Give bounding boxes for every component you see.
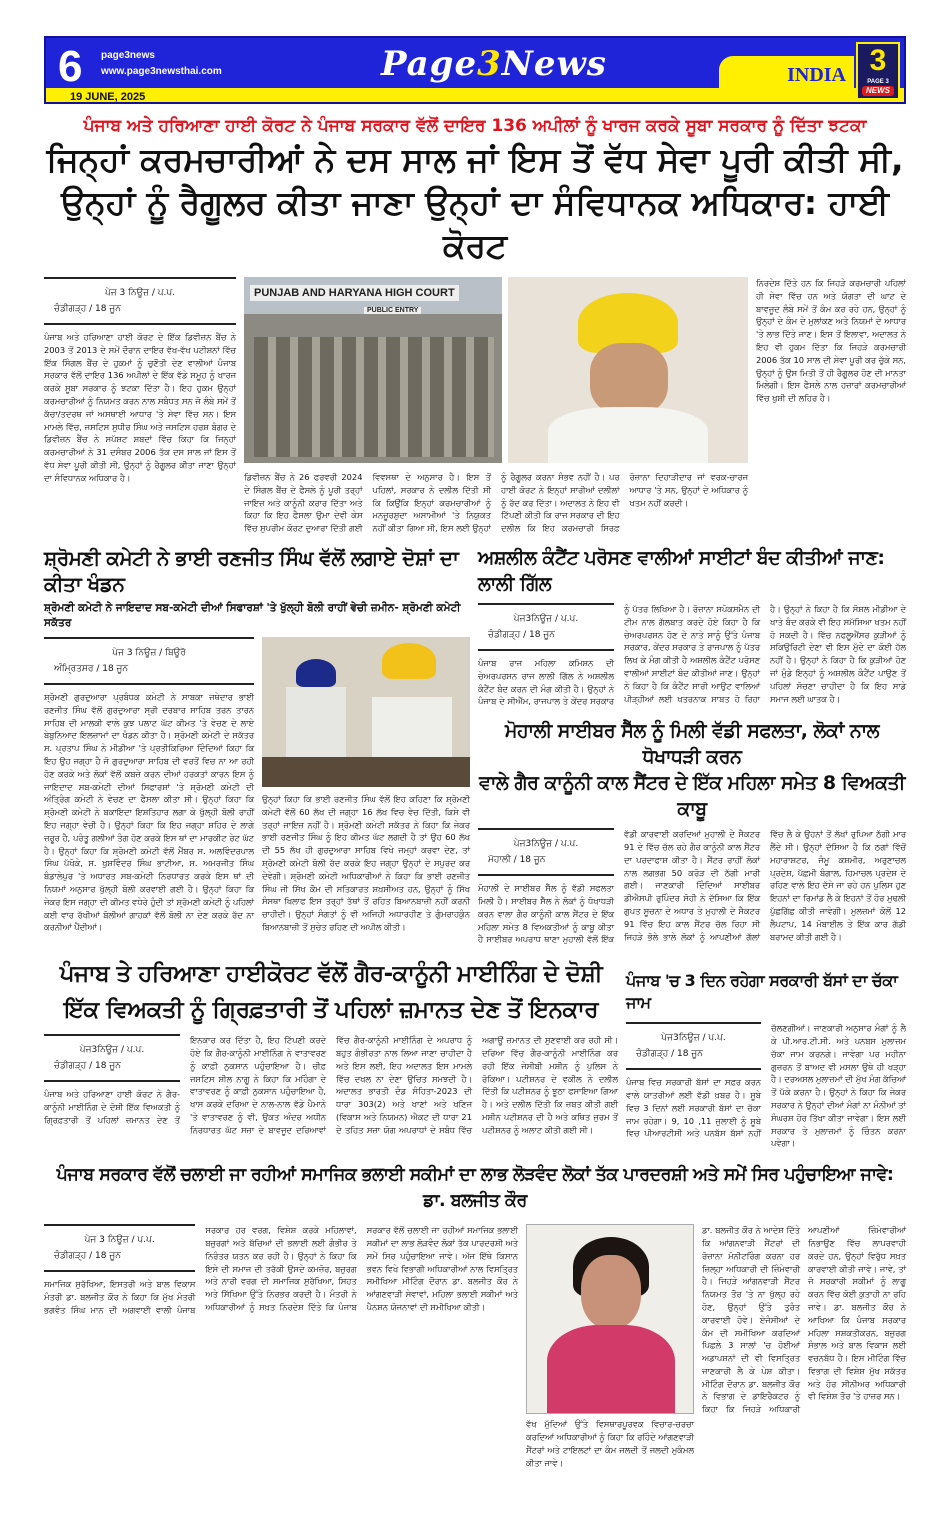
lead-story [44,277,906,535]
face [590,343,668,415]
court-building [254,337,494,457]
sgpc-right-column [262,637,470,934]
sgpc-left-column [44,637,254,934]
lead-kicker: ਪੰਜਾਬ ਅਤੇ ਹਰਿਆਣਾ ਹਾਈ ਕੋਰਟ ਨੇ ਪੰਜਾਬ ਸਰਕਾਰ ਵੱਲੋਂ ਦਾਇਰ 136 ਅਪੀਲਾਂ ਨੂੰ ਖਾਰਜ ਕਰਕੇ ਸੂਬਾ ਸਰਕਾਰ ਨੂੰ ਦਿੱਤਾ ਝਟਕਾ [83,116,867,136]
lead-body-left: ਪੰਜਾਬ ਅਤੇ ਹਰਿਆਣਾ ਹਾਈ ਕੋਰਟ ਦੇ ਇੱਕ ਡਿਵੀਜ਼ਨ ਬੈਂਚ ਨੇ 2003 ਤੋਂ 2013 ਦੇ ਸਮੇਂ ਦੌਰਾਨ ਦਾਇਰ ਵੱਖ-ਵੱਖ ਪਟੀਸ਼ਨਾਂ ਵਿੱਚ ਇੱਕ ਸਿੰਗਲ ਬੈਂਚ ਦੇ ਹੁਕਮਾਂ ਨੂੰ ਚੁਣੌਤੀ ਦੇਣ ਵਾਲੀਆਂ ਪੰਜਾਬ ਸਰਕਾਰ ਵੱਲੋਂ ਦਾਇਰ 136 ਅਪੀਲਾਂ ਦੇ ਇੱਕ ਵੱਡੇ ਸਮੂਹ ਨੂੰ ਖਾਰਜ ਕਰਕੇ ਸੂਬਾ ਸਰਕਾਰ ਨੂੰ ਝਟਕਾ ਦਿੱਤਾ ਹੈ। ਇਹ ਹੁਕਮ ਉਨ੍ਹਾਂ ਕਰਮਚਾਰੀਆਂ ਨੂੰ ਨਿਯਮਤ ਕਰਨ ਨਾਲ ਸਬੰਧਤ ਸਨ ਜੋ ਲੰਬੇ ਸਮੇਂ ਤੋਂ ਕੱਚਾ/ਤਦਰਥ ਜਾਂ ਅਸਥਾਈ ਆਧਾਰ 'ਤੇ ਸੇਵਾ ਵਿੱਚ ਸਨ। ਇਸ ਮਾਮਲੇ ਵਿੱਚ, ਜਸਟਿਸ ਸੁਧੀਰ ਸਿੰਘ ਅਤੇ ਜਸਟਿਸ ਹਰਸ਼ ਬੰਗਰ ਦੇ ਡਿਵੀਜ਼ਨ ਬੈਂਚ ਨੇ ਸਪੱਸ਼ਟ ਸ਼ਬਦਾਂ ਵਿੱਚ ਕਿਹਾ ਕਿ ਜਿਨ੍ਹਾਂ ਕਰਮਚਾਰੀਆਂ ਨੇ 31 ਦਸੰਬਰ 2006 ਤੱਕ ਦਸ ਸਾਲ ਜਾਂ ਇਸ ਤੋਂ ਵੱਧ ਸੇਵਾ ਪੂਰੀ ਕੀਤੀ ਸੀ, ਉਨ੍ਹਾਂ ਨੂੰ ਰੈਗੂਲਰ ਕੀਤਾ ਜਾਣਾ ਉਨ੍ਹਾਂ ਦਾ ਸੰਵਿਧਾਨਕ ਅਧਿਕਾਰ ਹੈ। [44,332,236,483]
social-handle: page3news [101,50,155,61]
sgpc-body-left: ਸ਼੍ਰੋਮਣੀ ਗੁਰਦੁਆਰਾ ਪ੍ਰਬੰਧਕ ਕਮੇਟੀ ਨੇ ਸਾਬਕਾ ਜਥੇਦਾਰ ਭਾਈ ਰਣਜੀਤ ਸਿੰਘ ਵੱਲੋਂ ਗੁਰਦੁਆਰਾ ਸ੍ਰੀ ਦਰਬਾਰ ਸਾਹਿਬ ਤਰਨ ਤਾਰਨ ਸਾਹਿਬ ਦੀ ਮਾਲਕੀ ਵਾਲੇ ਕੁਝ ਪਲਾਟ ਘੱਟ ਕੀਮਤ 'ਤੇ ਵੇਚਣ ਦੇ ਲਾਏ ਬੇਬੁਨਿਆਦ ਇਲਜ਼ਾਮਾਂ ਦਾ ਖੰਡਨ ਕੀਤਾ ਹੈ। ਸ਼੍ਰੋਮਣੀ ਕਮੇਟੀ ਦੇ ਸਕੱਤਰ ਸ. ਪ੍ਰਤਾਪ ਸਿੰਘ ਨੇ ਮੀਡੀਆ 'ਤੇ ਪ੍ਰਤੀਕਿਰਿਆ ਦਿੰਦਿਆਂ ਕਿਹਾ ਕਿ ਇਹ ਉਹ ਜਗ੍ਹਾ ਹੈ ਜੋ ਗੁਰਦੁਆਰਾ ਸਾਹਿਬ ਦੀ ਵਰਤੋਂ ਵਿਚ ਨਾ ਆ ਰਹੀ ਹੋਣ ਕਰਕੇ ਅਤੇ ਲੋਕਾਂ ਵੱਲੋਂ ਕਬਜ਼ੇ ਕਰਨ ਦੀਆਂ ਹਰਕਤਾਂ ਕਾਰਨ ਇਸ ਨੂੰ ਜਾਇਦਾਦ ਸਬ-ਕਮੇਟੀ ਦੀਆਂ ਸਿਫਾਰਸ਼ਾਂ 'ਤੇ ਸ਼੍ਰੋਮਣੀ ਕਮੇਟੀ ਦੀ ਅੰਤ੍ਰਿੰਗ ਕਮੇਟੀ ਨੇ ਵੇਚਣ ਦਾ ਫੈਸਲਾ ਕੀਤਾ ਸੀ। ਉਨ੍ਹਾਂ ਕਿਹਾ ਕਿ ਸ਼੍ਰੋਮਣੀ ਕਮੇਟੀ ਨੇ ਬਕਾਇਦਾ ਇਸ਼ਤਿਹਾਰ ਲਗਾ ਕੇ ਖੁੱਲ੍ਹੀ ਬੋਲੀ ਰਾਹੀਂ ਇਹ ਜਗ੍ਹਾ ਵੇਚੀ ਹੈ। ਉਨ੍ਹਾਂ ਕਿਹਾ ਕਿ ਇਹ ਜਗ੍ਹਾ ਸ਼ਹਿਰ ਦੇ ਲਾਗੇ ਜ਼ਰੂਰ ਹੈ, ਪਰੰਤੂ ਗਲੀਆਂ ਤੰਗ ਹੋਣ ਕਰਕੇ ਇਸ ਥਾਂ ਦਾ ਮਾਰਕੀਟ ਰੇਟ ਘੱਟ ਹੈ। ਉਨ੍ਹਾਂ ਕਿਹਾ ਕਿ ਸ਼੍ਰੋਮਣੀ ਕਮੇਟੀ ਵੱਲੋਂ ਮੈਂਬਰ ਸ. ਅਲਵਿੰਦਰਪਾਲ ਸਿੰਘ ਪੱਖੋਕੇ, ਸ. ਖੁਸ਼ਵਿੰਦਰ ਸਿੰਘ ਭਾਟੀਆ, ਸ. ਅਮਰਜੀਤ ਸਿੰਘ ਬੰਡਾਲੇਪੁਰ 'ਤੇ ਅਧਾਰਤ ਸਬ-ਕਮੇਟੀ ਨਿਰਧਾਰਤ ਕਰਕੇ ਇਸ ਥਾਂ ਦੀ ਨਿਯਮਾਂ ਅਨੁਸਾਰ ਖੁੱਲ੍ਹੀ ਬੋਲੀ ਕਰਵਾਈ ਗਈ ਹੈ। ਉਨ੍ਹਾਂ ਕਿਹਾ ਕਿ ਜੇਕਰ ਇਸ ਜਗ੍ਹਾ ਦੀ ਕੀਮਤ ਵਧੇਰੇ ਹੁੰਦੀ ਤਾਂ ਸ਼੍ਰੋਮਣੀ ਕਮੇਟੀ ਨੂੰ ਪਹਿਲਾਂ ਕਈ ਵਾਰ ਰੱਖੀਆਂ ਬੋਲੀਆਂ ਗਾਹਕਾਂ ਵੱਲੋਂ ਬੋਲੀ ਨਾ ਦੇਣ ਕਰਕੇ ਰੱਦ ਨਾ ਕਰਨੀਆਂ ਪੈਂਦੀਆਂ। [44,691,254,933]
obscene-byline [478,603,614,651]
pink-dupatta [547,1325,675,1414]
sgpc-press-photo [262,637,470,787]
edition-label: INDIA [787,64,846,86]
obscene-headline: ਅਸ਼ਲੀਲ ਕੰਟੈਂਟ ਪਰੋਸਣ ਵਾਲੀਆਂ ਸਾਈਟਾਂ ਬੰਦ ਕੀਤੀਆਂ ਜਾਣ: ਲਾਲੀ ਗਿੱਲ [478,546,885,595]
mining-headline-line1: ਪੰਜਾਬ ਤੇ ਹਰਿਆਣਾ ਹਾਈਕੋਰਟ ਵੱਲੋਂ ਗੈਰ-ਕਾਨੂੰਨੀ ਮਾਈਨਿੰਗ ਦੇ ਦੋਸ਼ੀ [59,961,603,988]
sgpc-headline: ਸ਼੍ਰੋਮਣੀ ਕਮੇਟੀ ਨੇ ਭਾਈ ਰਣਜੀਤ ਸਿੰਘ ਵੱਲੋਂ ਲਗਾਏ ਦੋਸ਼ਾਂ ਦਾ ਕੀਤਾ ਖੰਡਨ [44,545,459,596]
lead-middle-column [244,277,748,535]
mining-headline-line2: ਇੱਕ ਵਿਅਕਤੀ ਨੂੰ ਗ੍ਰਿਫ਼ਤਾਰੀ ਤੋਂ ਪਹਿਲਾਂ ਜ਼ਮਾਨਤ ਦੇਣ ਤੋਂ ਇਨਕਾਰ [63,997,599,1024]
website-link[interactable]: www.page3newsthai.com [101,66,222,77]
masthead [44,36,906,104]
dateline: ਚੰਡੀਗੜ੍ਹ / 18 ਜੂਨ [636,1049,703,1060]
bus-body [626,1022,906,1150]
page-number: 6 [58,42,83,91]
obscene-body-text: ਪੰਜਾਬ ਰਾਜ ਮਹਿਲਾ ਕਮਿਸ਼ਨ ਦੀ ਚੇਅਰਪਰਸਨ ਰਾਜ ਲਾਲੀ ਗਿੱਲ ਨੇ ਅਸ਼ਲੀਲ ਕੰਟੈਂਟ ਬੰਦ ਕਰਨ ਦੀ ਮੰਗ ਕੀਤੀ ਹੈ। ਉਨ੍ਹਾਂ ਨੇ ਪੰਜਾਬ ਦੇ ਸੀਐੱਮ, ਰਾਜਪਾਲ ਤੇ ਕੇਂਦਰ ਸਰਕਾਰ ਨੂੰ ਪੱਤਰ ਲਿਖਿਆ ਹੈ। ਰੋਜ਼ਾਨਾ ਸਪੋਕਸਮੈਨ ਦੀ ਟੀਮ ਨਾਲ ਗੱਲਬਾਤ ਕਰਦੇ ਹੋਏ ਕਿਹਾ ਹੈ ਕਿ ਚੇਅਰਪਰਸਨ ਹੋਣ ਦੇ ਨਾਤੇ ਸਾਨੂੰ ਉੱਤੇ ਪੰਜਾਬ ਸਰਕਾਰ, ਕੇਂਦਰ ਸਰਕਾਰ ਤੇ ਰਾਜਪਾਲ ਨੂੰ ਪੱਤਰ ਲਿਖ ਕੇ ਮੰਗ ਕੀਤੀ ਹੈ ਅਸ਼ਲੀਲ ਕੰਟੈਂਟ ਪਰੋਸਣ ਵਾਲੀਆਂ ਸਾਈਟਾਂ ਬੰਦ ਕੀਤੀਆਂ ਜਾਣ। ਉਨ੍ਹਾਂ ਨੇ ਕਿਹਾ ਹੈ ਕਿ ਕੰਟੈਂਟ ਸਾਰੀ ਆਉਟ ਵਾਲਿਆਂ ਪੀੜ੍ਹੀਆਂ ਲਈ ਖਤਰਨਾਕ ਸਾਬਤ ਹੋ ਰਿਹਾ ਹੈ। ਉਨ੍ਹਾਂ ਨੇ ਕਿਹਾ ਹੈ ਕਿ ਸੋਸ਼ਲ ਮੀਡੀਆ ਦੇ ਖਾਤੇ ਬੰਦ ਕਰਕੇ ਵੀ ਇਹ ਸਮੱਸਿਆ ਖਤਮ ਨਹੀਂ ਹੋ ਸਕਦੀ ਹੈ। ਵਿੱਚ ਨਫਲੂਐਂਸਰ ਕੁੜੀਆਂ ਨੂੰ ਸਕਿਉਰਿਟੀ ਦੇਣਾ ਵੀ ਇਸ ਮੁੱਦੇ ਦਾ ਕੋਈ ਹੱਲ ਨਹੀਂ ਹੈ। ਉਨ੍ਹਾਂ ਨੇ ਕਿਹਾ ਹੈ ਕਿ ਕੁੜੀਆਂ ਹੋਣ ਜਾਂ ਮੁੰਡੇ ਇਨ੍ਹਾਂ ਨੂੰ ਅਸ਼ਲੀਲ ਕੰਟੈਂਟ ਪਾਉਣ ਤੋਂ ਪਹਿਲਾਂ ਸੋਚਣਾ ਚਾਹੀਦਾ ਹੈ ਕਿ ਇਹ ਸਾਡੇ ਸਮਾਜ ਲਈ ਘਾਤਕ ਹੈ। [478,603,906,707]
badge-news: NEWS [862,86,894,96]
byline-text: ਪੇਜ3ਨਿਊਜ਼ / ਪ.ਪ. [513,613,579,624]
bus-headline: ਪੰਜਾਬ 'ਚ 3 ਦਿਨ ਰਹੇਗਾ ਸਰਕਾਰੀ ਬੱਸਾਂ ਦਾ ਚੱਕਾ ਜਾਮ [626,971,898,1013]
face [581,1255,641,1329]
lead-body-right: ਨਿਰਦੇਸ਼ ਦਿੱਤੇ ਹਨ ਕਿ ਜਿਹੜੇ ਕਰਮਚਾਰੀ ਪਹਿਲਾਂ ਹੀ ਸੇਵਾ ਵਿੱਚ ਹਨ ਅਤੇ ਯੋਗਤਾ ਦੀ ਘਾਟ ਦੇ ਬਾਵਜੂਦ ਲੰਬੇ ਸਮੇਂ ਤੋਂ ਕੰਮ ਕਰ ਰਹੇ ਹਨ, ਉਨ੍ਹਾਂ ਨੂੰ ਉਨ੍ਹਾਂ ਦੇ ਕੰਮ ਦੇ ਮੁਲਾਂਕਣ ਅਤੇ ਨਿਯਮਾਂ ਦੇ ਆਧਾਰ 'ਤੇ ਲਾਭ ਦਿੱਤੇ ਜਾਣ। ਇਸ ਤੋਂ ਇਲਾਵਾ, ਅਦਾਲਤ ਨੇ ਇਹ ਵੀ ਹੁਕਮ ਦਿੱਤਾ ਕਿ ਜਿਹੜੇ ਕਰਮਚਾਰੀ 2006 ਤੱਕ 10 ਸਾਲ ਦੀ ਸੇਵਾ ਪੂਰੀ ਕਰ ਚੁੱਕੇ ਸਨ, ਉਨ੍ਹਾਂ ਨੂੰ ਉਸ ਮਿਤੀ ਤੋਂ ਹੀ ਰੈਗੂਲਰ ਹੋਣ ਦੀ ਮਾਨਤਾ ਮਿਲੇਗੀ। ਇਸ ਫੈਸਲੇ ਨਾਲ ਹਜ਼ਾਰਾਂ ਕਰਮਚਾਰੀਆਂ ਵਿੱਚ ਖੁਸ਼ੀ ਦੀ ਲਹਿਰ ਹੈ। [756,278,906,404]
third-row [44,956,906,1150]
obscene-body [478,603,906,708]
right-stories [478,545,906,946]
bus-story [626,956,906,1150]
welfare-photo-column [526,1224,694,1469]
welfare-body-left-text: ਸਮਾਜਿਕ ਸੁਰੱਖਿਆ, ਇਸਤਰੀ ਅਤੇ ਬਾਲ ਵਿਕਾਸ ਮੰਤਰੀ ਡਾ. ਬਲਜੀਤ ਕੌਰ ਨੇ ਕਿਹਾ ਕਿ ਮੁੱਖ ਮੰਤਰੀ ਭਗਵੰਤ ਸਿੰਘ ਮਾਨ ਦੀ ਅਗਵਾਈ ਵਾਲੀ ਪੰਜਾਬ ਸਰਕਾਰ ਹਰ ਵਰਗ, ਵਿਸ਼ੇਸ਼ ਕਰਕੇ ਮਹਿਲਾਵਾਂ, ਬਜ਼ੁਰਗਾਂ ਅਤੇ ਬੱਚਿਆਂ ਦੀ ਭਲਾਈ ਲਈ ਗੰਭੀਰ ਤੇ ਨਿਰੰਤਰ ਯਤਨ ਕਰ ਰਹੀ ਹੈ। ਉਨ੍ਹਾਂ ਨੇ ਕਿਹਾ ਕਿ ਇਸੇ ਦੀ ਸਮਾਜ ਦੀ ਤਰੱਕੀ ਉਸਦੇ ਕਮਜ਼ੋਰ, ਬਜ਼ੁਰਗ ਅਤੇ ਨਾਰੀ ਵਰਗ ਦੀ ਸਮਾਜਿਕ ਸੁਰੱਖਿਆ, ਸਿਹਤ ਅਤੇ ਸਿੱਖਿਆ ਉੱਤੇ ਨਿਰਭਰ ਕਰਦੀ ਹੈ। ਮੰਤਰੀ ਨੇ ਅਧਿਕਾਰੀਆਂ ਨੂੰ ਸਖ਼ਤ ਨਿਰਦੇਸ਼ ਦਿੱਤੇ ਕਿ ਪੰਜਾਬ ਸਰਕਾਰ ਵੱਲੋਂ ਚਲਾਈ ਜਾ ਰਹੀਆਂ ਸਮਾਜਿਕ ਭਲਾਈ ਸਕੀਮਾਂ ਦਾ ਲਾਭ ਲੋੜਵੰਦ ਲੋਕਾਂ ਤੱਕ ਪਾਰਦਰਸ਼ੀ ਅਤੇ ਸਮੇਂ ਸਿਰ ਪਹੁੰਚਾਇਆ ਜਾਵੇ। ਅੱਜ ਇੱਥੇ ਕਿਸਾਨ ਭਵਨ ਵਿਖੇ ਵਿਭਾਗੀ ਅਧਿਕਾਰੀਆਂ ਨਾਲ ਵਿਸਤ੍ਰਿਤ ਸਮੀਖਿਆ ਮੀਟਿੰਗ ਦੌਰਾਨ ਡਾ. ਬਲਜੀਤ ਕੌਰ ਨੇ ਆਂਗਣਵਾੜੀ ਸੇਵਾਵਾਂ, ਮਹਿਲਾ ਭਲਾਈ ਸਕੀਮਾਂ ਅਤੇ ਪੈਨਸ਼ਨ ਯੋਜਨਾਵਾਂ ਦੀ ਸਮੀਖਿਆ ਕੀਤੀ। [44,1225,518,1315]
dateline: ਚੰਡੀਗੜ੍ਹ / 18 ਜੂਨ [54,1061,121,1072]
sgpc-byline [44,637,254,685]
sgpc-story [44,545,470,934]
lead-headline-line1: ਜਿਨ੍ਹਾਂ ਕਰਮਚਾਰੀਆਂ ਨੇ ਦਸ ਸਾਲ ਜਾਂ ਇਸ ਤੋਂ ਵੱਧ ਸੇਵਾ ਪੂਰੀ ਕੀਤੀ ਸੀ, [46,140,904,179]
table [262,757,470,787]
byline-text: ਪੇਜ3ਨਿਊਜ਼ / ਪ.ਪ. [513,839,579,850]
sgpc-body-right: ਉਨ੍ਹਾਂ ਕਿਹਾ ਕਿ ਭਾਈ ਰਣਜੀਤ ਸਿੰਘ ਵੱਲੋਂ ਇਹ ਕਹਿਣਾ ਕਿ ਸ਼੍ਰੋਮਣੀ ਕਮੇਟੀ ਵੱਲੋਂ 60 ਲੱਖ ਦੀ ਜਗ੍ਹਾ 16 ਲੱਖ ਵਿਚ ਵੇਚ ਦਿੱਤੀ, ਕਿਸੇ ਵੀ ਤਰ੍ਹਾਂ ਜਾਇਜ਼ ਨਹੀਂ ਹੈ। ਸ਼੍ਰੋਮਣੀ ਕਮੇਟੀ ਸਕੱਤਰ ਨੇ ਕਿਹਾ ਕਿ ਜੇਕਰ ਭਾਈ ਰਣਜੀਤ ਸਿੰਘ ਨੂੰ ਇਹ ਕੀਮਤ ਘੱਟ ਲਗਦੀ ਹੈ ਤਾਂ ਉਹ 60 ਲੱਖ ਦੀ 55 ਲੱਖ ਹੀ ਗੁਰਦੁਆਰਾ ਸਾਹਿਬ ਵਿਖੇ ਜਮ੍ਹਾਂ ਕਰਵਾ ਦੇਣ, ਤਾਂ ਸ਼੍ਰੋਮਣੀ ਕਮੇਟੀ ਬੋਲੀ ਰੱਦ ਕਰਕੇ ਇਹ ਜਗ੍ਹਾ ਉਨ੍ਹਾਂ ਦੇ ਸਪੁਰਦ ਕਰ ਦੇਵੇਗੀ। ਸ਼੍ਰੋਮਣੀ ਕਮੇਟੀ ਅਧਿਕਾਰੀਆਂ ਨੇ ਕਿਹਾ ਕਿ ਭਾਈ ਰਣਜੀਤ ਸਿੰਘ ਜੀ ਸਿੱਖ ਕੌਮ ਦੀ ਸਤਿਕਾਰਤ ਸ਼ਖ਼ਸੀਅਤ ਹਨ, ਉਨ੍ਹਾਂ ਨੂੰ ਸਿੱਖ ਸੰਸਥਾ ਖਿਲਾਫ ਇਸ ਤਰ੍ਹਾਂ ਤੱਥਾਂ ਤੋਂ ਰਹਿਤ ਬਿਆਨਬਾਜ਼ੀ ਨਹੀਂ ਕਰਨੀ ਚਾਹੀਦੀ। ਉਨ੍ਹਾਂ ਸੰਗਤਾਂ ਨੂੰ ਵੀ ਅਜਿਹੀ ਅਧਾਰਹੀਣ ਤੇ ਗੁੰਮਰਾਹਕੁੰਨ ਬਿਆਨਬਾਜ਼ੀ ਤੋਂ ਸੁਚੇਤ ਰਹਿਣ ਦੀ ਅਪੀਲ ਕੀਤੀ। [262,793,470,932]
dateline: ਚੰਡੀਗੜ੍ਹ / 18 ਜੂਨ [488,629,555,640]
mining-body [44,1034,618,1136]
mohali-headline-line2: ਵਾਲੇ ਗੈਰ ਕਾਨੂੰਨੀ ਕਾਲ ਸੈਂਟਰ ਦੇ ਇੱਕ ਮਹਿਲਾ ਸਮੇਤ 8 ਵਿਅਕਤੀ ਕਾਬੂ [479,772,905,821]
lead-left-column [44,277,236,485]
mohali-byline [478,828,614,876]
welfare-photo-caption: ਵੱਖ ਮੁੱਦਿਆਂ ਉੱਤੇ ਵਿਸਥਾਰਪੂਰਵਕ ਵਿਚਾਰ-ਚਰਚਾ ਕਰਦਿਆਂ ਅਧਿਕਾਰੀਆਂ ਨੂੰ ਕਿਹਾ ਕਿ ਰਹਿੰਦੇ ਆਂਗਣਵਾੜੀ ਸੈਂਟਰਾਂ ਅਤੇ ਟਾਇਲਟਾਂ ਦਾ ਕੰਮ ਜਲਦੀ ਤੋਂ ਜਲਦੀ ਮੁਕੰਮਲ ਕੀਤਾ ਜਾਵੇ। [526,1419,694,1468]
high-court-photo [244,277,502,463]
lead-photos [244,277,748,463]
badge-page: PAGE 3 [867,79,889,85]
issue-date: 19 JUNE, 2025 [70,91,146,103]
welfare-story [44,1224,906,1469]
mining-byline [44,1034,180,1082]
mohali-body-text: ਮੋਹਾਲੀ ਦੇ ਸਾਈਬਰ ਸੈੱਲ ਨੂੰ ਵੱਡੀ ਸਫਲਤਾ ਮਿਲੀ ਹੈ। ਸਾਈਬਰ ਸੈੱਲ ਨੇ ਲੋਕਾਂ ਨੂੰ ਧੋਖਾਧੜੀ ਕਰਨ ਵਾਲਾ ਗੈਰ ਕਾਨੂੰਨੀ ਕਾਲ ਸੈਂਟਰ ਦੇ ਇੱਕ ਮਹਿਲਾ ਸਮੇਤ 8 ਵਿਅਕਤੀਆਂ ਨੂੰ ਕਾਬੂ ਕੀਤਾ ਹੈ ਸਾਈਬਰ ਅਪਰਾਧ ਥਾਣਾ ਮੁਹਾਲੀ ਵੱਲੋਂ ਇੱਕ ਵੱਡੀ ਕਾਰਵਾਈ ਕਰਦਿਆਂ ਮੁਹਾਲੀ ਦੇ ਸੈਕਟਰ 91 ਦੇ ਵਿੱਚ ਚੱਲ ਰਹੇ ਗੈਰ ਕਾਨੂੰਨੀ ਕਾਲ ਸੈਂਟਰ ਦਾ ਪਰਦਾਫਾਸ਼ ਕੀਤਾ ਹੈ। ਸੈਂਟਰ ਰਾਹੀਂ ਲੋਕਾਂ ਨਾਲ ਲਗਭਗ 50 ਕਰੋੜ ਦੀ ਠੱਗੀ ਮਾਰੀ ਗਈ। ਜਾਣਕਾਰੀ ਦਿੰਦਿਆਂ ਸਾਈਬਰ ਡੀਐਸਪੀ ਰੁਪਿੰਦਰ ਸੋਹੀ ਨੇ ਦੱਸਿਆ ਕਿ ਇੱਕ ਗੁਪਤ ਸੂਚਨਾ ਦੇ ਅਧਾਰ ਤੇ ਮੁਹਾਲੀ ਦੇ ਸੈਕਟਰ 91 ਵਿੱਚ ਇਹ ਕਾਲ ਸੈਂਟਰ ਚੱਲ ਰਿਹਾ ਸੀ ਜਿਹੜੇ ਭੋਲੇ ਭਾਲੇ ਲੋਕਾਂ ਨੂੰ ਆਪਣੀਆਂ ਗੱਲਾਂ ਵਿੱਚ ਲੈ ਕੇ ਉਹਨਾਂ ਤੋਂ ਲੱਖਾਂ ਰੁਪਿਆ ਠੱਗੀ ਮਾਰ ਲੈਂਦੇ ਸੀ। ਉਨ੍ਹਾਂ ਦੱਸਿਆ ਹੈ ਕਿ ਠਗਾਂ ਵਿੱਚੋਂ ਮਹਾਰਾਸ਼ਟਰ, ਜੰਮੂ ਕਸ਼ਮੀਰ, ਅਰੁਣਾਚਲ ਪ੍ਰਦੇਸ਼, ਪੱਛਮੀ ਬੰਗਾਲ, ਹਿਮਾਚਲ ਪ੍ਰਦੇਸ਼ ਦੇ ਰਹਿਣ ਵਾਲੇ ਇਹ ਦੱਸੇ ਜਾ ਰਹੇ ਹਨ ਪੁਲਿਸ ਹੁਣ ਇਹਨਾਂ ਦਾ ਰਿਮਾਂਡ ਲੈ ਕੇ ਇਹਨਾਂ ਤੋਂ ਹੋਰ ਮੁਢਲੀ ਪੁੱਛਗਿੱਛ ਕੀਤੀ ਜਾਵੇਗੀ। ਮੁਲਜ਼ਮਾਂ ਕੋਲੋਂ 12 ਲੈਪਟਾਪ, 14 ਮੋਬਾਈਲ ਤੇ ਇੱਕ ਕਾਰ ਗੱਡੀ ਬਰਾਮਦ ਕੀਤੀ ਗਈ ਹੈ। [478,829,906,945]
byline-text: ਪੇਜ 3 ਨਿਊਜ਼ / ਪ.ਪ. [84,1235,155,1246]
mining-body-text: ਪੰਜਾਬ ਅਤੇ ਹਰਿਆਣਾ ਹਾਈ ਕੋਰਟ ਨੇ ਗੈਰ-ਕਾਨੂੰਨੀ ਮਾਈਨਿੰਗ ਦੇ ਦੋਸ਼ੀ ਇੱਕ ਵਿਅਕਤੀ ਨੂੰ ਗ੍ਰਿਫ਼ਤਾਰੀ ਤੋਂ ਪਹਿਲਾਂ ਜ਼ਮਾਨਤ ਦੇਣ ਤੋਂ ਇਨਕਾਰ ਕਰ ਦਿੱਤਾ ਹੈ, ਇਹ ਟਿੱਪਣੀ ਕਰਦੇ ਹੋਏ ਕਿ ਗੈਰ-ਕਾਨੂੰਨੀ ਮਾਈਨਿੰਗ ਨੇ ਵਾਤਾਵਰਣ ਨੂੰ ਕਾਫ਼ੀ ਨੁਕਸਾਨ ਪਹੁੰਚਾਇਆ ਹੈ। ਚੀਫ਼ ਜਸਟਿਸ ਸ਼ੀਲ ਨਾਗੂ ਨੇ ਕਿਹਾ ਕਿ ਮਹਿੰਗਾ ਦੇ ਵਾਤਾਵਰਣ ਨੂੰ ਕਾਫ਼ੀ ਨੁਕਸਾਨ ਪਹੁੰਚਾਇਆ ਹੈ, ਖਾਸ ਕਰਕੇ ਦਰਿਆ ਦੇ ਨਾਲ-ਨਾਲ ਵੱਡੇ ਪੈਮਾਨੇ 'ਤੇ ਵਾਤਾਵਰਣ ਨੂੰ ਵੀ, ਉਕਤ ਅੰਦਰ ਅਧੀਨ ਨਿਰਧਾਰਤ ਘੱਟ ਸਜ਼ਾ ਦੇ ਬਾਵਜੂਦ ਦਰਿਆਵਾਂ ਵਿੱਚ ਗੈਰ-ਕਾਨੂੰਨੀ ਮਾਈਨਿੰਗ ਦੇ ਅਪਰਾਧ ਨੂੰ ਬਹੁਤ ਗੰਭੀਰਤਾ ਨਾਲ ਲਿਆ ਜਾਣਾ ਚਾਹੀਦਾ ਹੈ ਅਤੇ ਇਸ ਲਈ, ਇਹ ਅਦਾਲਤ ਇਸ ਮਾਮਲੇ ਵਿੱਚ ਦਖਲ ਨਾ ਦੇਣਾ ਉਚਿਤ ਸਮਝਦੀ ਹੈ। ਅਦਾਲਤ ਭਾਰਤੀ ਦੰਡ ਸੰਹਿਤਾ-2023 ਦੀ ਧਾਰਾ 303(2) ਅਤੇ ਖਾਣਾਂ ਅਤੇ ਖਣਿਜ (ਵਿਕਾਸ ਅਤੇ ਨਿਯਮਨ) ਐਕਟ ਦੀ ਧਾਰਾ 21 ਦੇ ਤਹਿਤ ਸਜ਼ਾ ਯੋਗ ਅਪਰਾਧਾਂ ਦੇ ਸਬੰਧ ਵਿੱਚ ਅਗਾਊਂ ਜ਼ਮਾਨਤ ਦੀ ਸੁਣਵਾਈ ਕਰ ਰਹੀ ਸੀ। ਦਰਿਆ ਵਿੱਚ ਗੈਰ-ਕਾਨੂੰਨੀ ਮਾਈਨਿੰਗ ਕਰ ਰਹੀ ਇੱਕ ਜੇਸੀਬੀ ਮਸ਼ੀਨ ਨੂੰ ਪੁਲਿਸ ਨੇ ਰੋਕਿਆ। ਪਟੀਸ਼ਨਰ ਦੇ ਵਕੀਲ ਨੇ ਦਲੀਲ ਦਿੱਤੀ ਕਿ ਪਟੀਸ਼ਨਰ ਨੂੰ ਝੂਠਾ ਫਸਾਇਆ ਗਿਆ ਹੈ। ਅਤੇ ਦਲੀਲ ਦਿੱਤੀ ਕਿ ਜ਼ਬਤ ਕੀਤੀ ਗਈ ਮਸ਼ੀਨ ਪਟੀਸ਼ਨਰ ਦੀ ਹੈ ਅਤੇ ਕਥਿਤ ਜੁਰਮ ਤੋਂ ਪਟੀਸ਼ਨਰ ਨੂੰ ਅਲਾਟ ਕੀਤੀ ਗਈ ਸੀ। [44,1035,618,1135]
second-row [44,545,906,946]
sgpc-subhead: ਸ਼੍ਰੋਮਣੀ ਕਮੇਟੀ ਨੇ ਜਾਇਦਾਦ ਸਬ-ਕਮੇਟੀ ਦੀਆਂ ਸਿਫਾਰਸ਼ਾਂ 'ਤੇ ਖੁੱਲ੍ਹੀ ਬੋਲੀ ਰਾਹੀਂ ਵੇਚੀ ਜ਼ਮੀਨ- ਸ਼੍ਰੋਮਣੀ ਕਮੇਟੀ ਸਕੱਤਰ [44,601,461,629]
dateline: ਮੋਹਾਲੀ / 18 ਜੂਨ [488,855,546,866]
bus-byline [626,1022,761,1070]
byline-text: ਪੇਜ 3 ਨਿਊਜ਼ / ਬਿਊਰੋ [112,647,186,658]
dateline: ਚੰਡੀਗੜ੍ਹ / 18 ਜੂਨ [54,304,121,314]
lead-body-middle: ਡਿਵੀਜ਼ਨ ਬੈਂਚ ਨੇ 26 ਫਰਵਰੀ 2024 ਦੇ ਸਿੰਗਲ ਬੈਂਚ ਦੇ ਫੈਸਲੇ ਨੂੰ ਪੂਰੀ ਤਰ੍ਹਾਂ ਜਾਇਜ਼ ਅਤੇ ਕਾਨੂੰਨੀ ਕਰਾਰ ਦਿੱਤਾ ਅਤੇ ਕਿਹਾ ਕਿ ਇਹ ਫੈਸਲਾ ਉਮਾ ਦੇਵੀ ਕੇਸ ਵਿੱਚ ਸੁਪਰੀਮ ਕੋਰਟ ਦੁਆਰਾ ਦਿੱਤੀ ਗਈ ਵਿਵਸਥਾ ਦੇ ਅਨੁਸਾਰ ਹੈ। ਇਸ ਤੋਂ ਪਹਿਲਾਂ, ਸਰਕਾਰ ਨੇ ਦਲੀਲ ਦਿੱਤੀ ਸੀ ਕਿ ਕਿਉਂਕਿ ਇਨ੍ਹਾਂ ਕਰਮਚਾਰੀਆਂ ਨੂੰ ਮਨਜ਼ੂਰਸ਼ੁਦਾ ਅਸਾਮੀਆਂ 'ਤੇ ਨਿਯੁਕਤ ਨਹੀਂ ਕੀਤਾ ਗਿਆ ਸੀ, ਇਸ ਲਈ ਉਨ੍ਹਾਂ ਨੂੰ ਰੈਗੂਲਰ ਕਰਨਾ ਸੰਭਵ ਨਹੀਂ ਹੈ। ਪਰ ਹਾਈ ਕੋਰਟ ਨੇ ਇਨ੍ਹਾਂ ਸਾਰੀਆਂ ਦਲੀਲਾਂ ਨੂੰ ਰੱਦ ਕਰ ਦਿੱਤਾ। ਅਦਾਲਤ ਨੇ ਇਹ ਵੀ ਟਿੱਪਣੀ ਕੀਤੀ ਕਿ ਰਾਜ ਸਰਕਾਰ ਦੀ ਇਹ ਦਲੀਲ ਕਿ ਇਹ ਕਰਮਚਾਰੀ ਸਿਰਫ਼ ਰੋਜ਼ਾਨਾ ਦਿਹਾੜੀਦਾਰ ਜਾਂ ਵਰਕ-ਚਾਰਜ ਆਧਾਰ 'ਤੇ ਸਨ, ਉਨ੍ਹਾਂ ਦੇ ਅਧਿਕਾਰ ਨੂੰ ਖਤਮ ਨਹੀਂ ਕਰਦੀ। [244,472,748,534]
mohali-body [478,828,906,946]
dateline: ਅੰਮ੍ਰਿਤਸਰ / 18 ਜੂਨ [54,663,129,674]
welfare-body-left [44,1224,518,1316]
mohali-headline-line1: ਮੋਹਾਲੀ ਸਾਈਬਰ ਸੈੱਲ ਨੂੰ ਮਿਲੀ ਵੱਡੀ ਸਫਲਤਾ, ਲੋਕਾਂ ਨਾਲ ਧੋਖਾਧੜੀ ਕਰਨ [505,720,879,769]
court-sign: PUNJAB AND HARYANA HIGH COURT [250,285,459,301]
baljit-kaur-photo [526,1224,694,1414]
white-kurta [548,407,708,463]
lead-byline [44,277,236,325]
dateline: ਚੰਡੀਗੜ੍ਹ / 18 ਜੂਨ [54,1251,121,1262]
byline-text: ਪੇਜ 3 ਨਿਊਜ਼ / ਪ.ਪ. [104,288,176,298]
blue-turban [296,659,336,687]
chief-minister-photo [508,277,748,463]
yellow-turban [382,643,436,679]
masthead-yellow-band [46,88,904,102]
bus-body-text: ਪੰਜਾਬ ਵਿਚ ਸਰਕਾਰੀ ਬੱਸਾਂ ਦਾ ਸਫ਼ਰ ਕਰਨ ਵਾਲੇ ਯਾਤਰੀਆਂ ਲਈ ਵੱਡੀ ਖ਼ਬਰ ਹੈ। ਸੂਬੇ ਵਿਚ 3 ਦਿਨਾਂ ਲਈ ਸਰਕਾਰੀ ਬੱਸਾਂ ਦਾ ਚੱਕਾ ਜਾਮ ਰਹੇਗਾ। 9, 10 ,11 ਜੁਲਾਈ ਨੂੰ ਸੂਬੇ ਵਿਚ ਪੀਆਰਟੀਸੀ ਅਤੇ ਪਨਬੱਸ ਬੱਸਾਂ ਨਹੀਂ ਚੱਲਣਗੀਆਂ। ਜਾਣਕਾਰੀ ਅਨੁਸਾਰ ਮੰਗਾਂ ਨੂੰ ਲੈ ਕੇ ਪੀ.ਆਰ.ਟੀ.ਸੀ. ਅਤੇ ਪਨਬਸ ਮੁਲਾਜ਼ਮ ਚੱਕਾ ਜਾਮ ਕਰਨਗੇ। ਜਾਵੇਗਾ ਪਰ ਮਹੀਨਾ ਗੁਜ਼ਰਨ ਤੋਂ ਬਾਅਦ ਵੀ ਮਸਲਾ ਉਥੇ ਹੀ ਖੜ੍ਹਾ ਹੈ। ਦਰਅਸਲ ਮੁਲਾਜ਼ਮਾਂ ਦੀ ਮੁੱਖ ਮੰਗ ਕੱਚਿਆਂ ਤੋਂ ਪੱਕੇ ਕਰਨਾ ਹੈ। ਉਨ੍ਹਾਂ ਨੇ ਕਿਹਾ ਕਿ ਜੇਕਰ ਸਰਕਾਰ ਨੇ ਉਨ੍ਹਾਂ ਦੀਆਂ ਮੰਗਾਂ ਨਾ ਮੰਨੀਆਂ ਤਾਂ ਸੰਘਰਸ਼ ਹੋਰ ਤਿੱਖਾ ਕੀਤਾ ਜਾਵੇਗਾ। ਇਸ ਲਈ ਸਰਕਾਰ ਤੇ ਮੁਲਾਜ਼ਮਾਂ ਨੂੰ ਚਿੰਤਨ ਕਰਨਾ ਪਵੇਗਾ। [626,1023,906,1149]
badge-number: 3 [869,44,887,77]
court-sign-sub: PUBLIC ENTRY [364,307,421,314]
sgpc-columns [44,637,470,934]
welfare-byline [44,1224,195,1272]
lead-headline-line2: ਉਨ੍ਹਾਂ ਨੂੰ ਰੈਗੂਲਰ ਕੀਤਾ ਜਾਣਾ ਉਨ੍ਹਾਂ ਦਾ ਸੰਵਿਧਾਨਕ ਅਧਿਕਾਰ: ਹਾਈ ਕੋਰਟ [61,183,889,265]
welfare-headline: ਪੰਜਾਬ ਸਰਕਾਰ ਵੱਲੋਂ ਚਲਾਈ ਜਾ ਰਹੀਆਂ ਸਮਾਜਿਕ ਭਲਾਈ ਸਕੀਮਾਂ ਦਾ ਲਾਭ ਲੋੜਵੰਦ ਲੋਕਾਂ ਤੱਕ ਪਾਰਦਰਸ਼ੀ ਅਤੇ ਸਮੇਂ ਸਿਰ ਪਹੁੰਚਾਇਆ ਜਾਵੇ: ਡਾ. ਬਲਜੀਤ ਕੌਰ [56,1165,894,1212]
byline-text: ਪੇਜ3ਨਿਊਜ਼ / ਪ.ਪ. [661,1033,726,1044]
newspaper-logo: Page3News [381,44,607,84]
page3-badge-logo [856,42,900,100]
byline-text: ਪੇਜ3ਨਿਊਜ਼ / ਪ.ਪ. [79,1045,145,1056]
welfare-body-right: ਡਾ. ਬਲਜੀਤ ਕੌਰ ਨੇ ਆਦੇਸ਼ ਦਿੱਤੇ ਕਿ ਆਂਗਨਵਾੜੀ ਸੈਂਟਰਾਂ ਦੀ ਰੋਜ਼ਾਨਾ ਮੋਨੀਟਰਿੰਗ ਕਰਨਾ ਹਰ ਜ਼ਿਲ੍ਹਾ ਅਧਿਕਾਰੀ ਦੀ ਜ਼ਿੰਮੇਵਾਰੀ ਹੈ। ਜਿਹੜੇ ਆਂਗਨਵਾੜੀ ਸੈਂਟਰ ਨਿਯਮਤ ਤੌਰ 'ਤੇ ਨਾ ਖੁੱਲ੍ਹ ਰਹੇ ਹੋਣ, ਉਨ੍ਹਾਂ ਉੱਤੇ ਤੁਰੰਤ ਕਾਰਵਾਈ ਹੋਵੇ। ਏਜੰਸੀਆਂ ਦੇ ਕੰਮ ਦੀ ਸਮੀਖਿਆ ਕਰਦਿਆਂ ਪਿਛਲੇ 3 ਸਾਲਾਂ 'ਚ ਹੋਈਆਂ ਅਡਾਪਸ਼ਨਾਂ ਦੀ ਵੀ ਵਿਸਤ੍ਰਿਤ ਜਾਣਕਾਰੀ ਲੈ ਕੇ ਪੇਸ਼ ਕੀਤਾ। ਮੀਟਿੰਗ ਦੌਰਾਨ ਡਾ. ਬਲਜੀਤ ਕੌਰ ਨੇ ਵਿਭਾਗ ਦੇ ਡਾਇਰੈਕਟਰ ਨੂੰ ਕਿਹਾ ਕਿ ਜਿਹੜੇ ਅਧਿਕਾਰੀ ਆਪਣੀਆਂ ਜ਼ਿੰਮੇਵਾਰੀਆਂ ਨਿਭਾਉਣ ਵਿੱਚ ਲਾਪਰਵਾਹੀ ਕਰਦੇ ਹਨ, ਉਨ੍ਹਾਂ ਵਿਰੁੱਧ ਸਖ਼ਤ ਕਾਰਵਾਈ ਕੀਤੀ ਜਾਵੇ। ਜਾਵੇ, ਤਾਂ ਜੋ ਸਰਕਾਰੀ ਸਕੀਮਾਂ ਨੂੰ ਲਾਗੂ ਕਰਨ ਵਿੱਚ ਕੋਈ ਕੁਤਾਹੀ ਨਾ ਰਹਿ ਜਾਵੇ। ਡਾ. ਬਲਜੀਤ ਕੌਰ ਨੇ ਆਖਿਆ ਕਿ ਪੰਜਾਬ ਸਰਕਾਰ ਮਹਿਲਾ ਸਸ਼ਕਤੀਕਰਨ, ਬਜ਼ੁਰਗ ਸੰਭਾਲ ਅਤੇ ਬਾਲ ਵਿਕਾਸ ਲਈ ਵਚਨਬੱਧ ਹੈ। ਇਸ ਮੀਟਿੰਗ ਵਿੱਚ ਵਿਭਾਗ ਦੀ ਵਿਸ਼ੇਸ਼ ਮੁੱਖ ਸਕੱਤਰ ਅਤੇ ਹੋਰ ਸੀਨੀਅਰ ਅਧਿਕਾਰੀ ਵੀ ਵਿਸ਼ੇਸ਼ ਤੌਰ 'ਤੇ ਹਾਜ਼ਰ ਸਨ। [702,1225,906,1415]
mining-story [44,956,618,1136]
